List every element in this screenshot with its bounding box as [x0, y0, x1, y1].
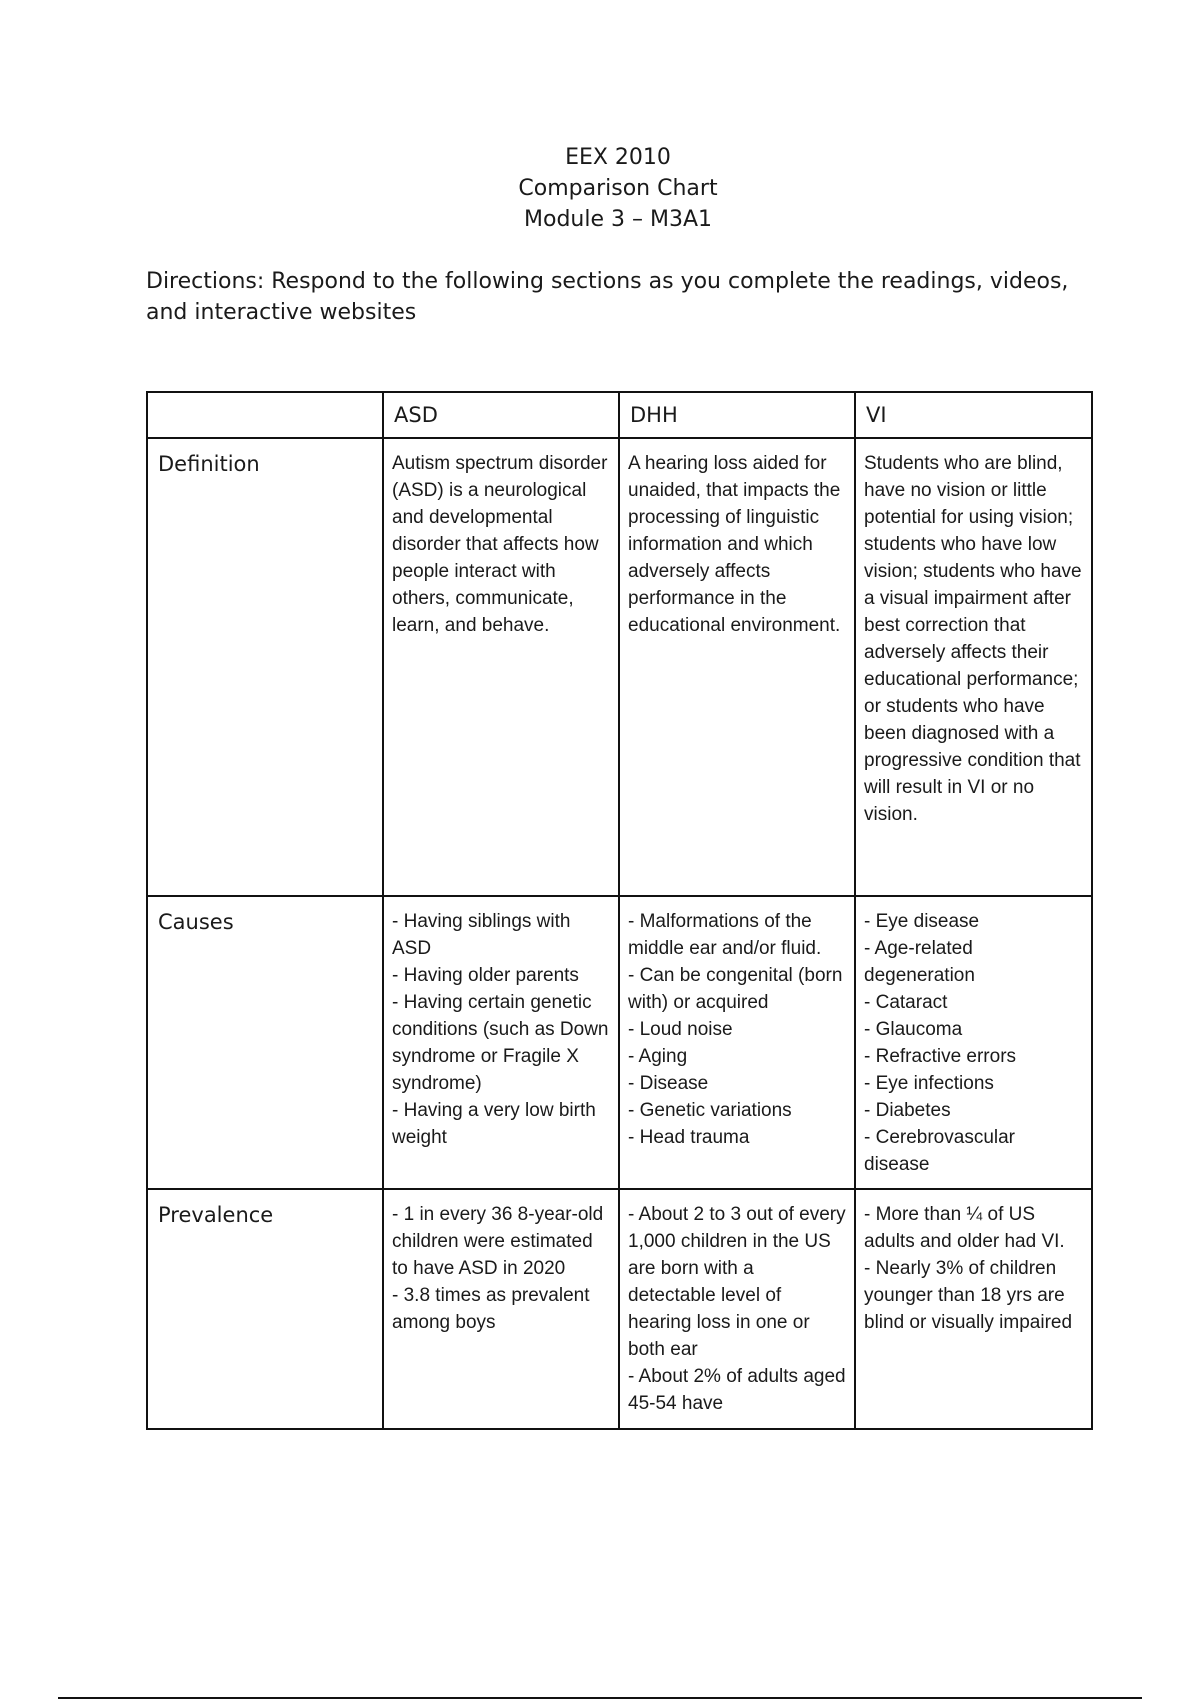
course-code: EEX 2010	[565, 145, 671, 170]
row-header-definition: Definition	[147, 438, 383, 896]
cell-prevalence-asd: - 1 in every 36 8-year-old children were estimated to have ASD in 2020 - 3.8 times as prevalent among boys	[383, 1189, 619, 1429]
cell-causes-dhh: - Malformations of the middle ear and/or fluid. - Can be congenital (born with) or acquired - Loud noise - Aging - Disease - Genetic variations - Head trauma	[619, 896, 855, 1189]
column-header-blank	[147, 392, 383, 438]
cell-prevalence-vi: - More than ¼ of US adults and older had VI. - Nearly 3% of children younger than 18 yrs are blind or visually impaired	[855, 1189, 1092, 1429]
document-header	[0, 142, 1200, 235]
table-row-prevalence	[147, 1189, 1092, 1429]
row-header-causes: Causes	[147, 896, 383, 1189]
cell-definition-asd: Autism spectrum disorder (ASD) is a neurological and developmental disorder that affects how people interact with others, communicate, learn, and behave.	[383, 438, 619, 896]
column-header-asd: ASD	[383, 392, 619, 438]
table-row-definition	[147, 438, 1092, 896]
table-row-causes	[147, 896, 1092, 1189]
table-header-row	[147, 392, 1092, 438]
page-bottom-rule	[58, 1697, 1142, 1699]
column-header-dhh: DHH	[619, 392, 855, 438]
column-header-vi: VI	[855, 392, 1092, 438]
directions-text: Directions: Respond to the following sections as you complete the readings, videos, and interactive websites	[146, 269, 1069, 325]
cell-prevalence-dhh: - About 2 to 3 out of every 1,000 children in the US are born with a detectable level of hearing loss in one or both ear - About 2% of adults aged 45-54 have	[619, 1189, 855, 1429]
cell-causes-asd: - Having siblings with ASD - Having older parents - Having certain genetic conditions (such as Down syndrome or Fragile X syndrome) - Having a very low birth weight	[383, 896, 619, 1189]
document-title: Comparison Chart	[518, 176, 718, 201]
cell-definition-vi: Students who are blind, have no vision or little potential for using vision; students who have low vision; students who have a visual impairment after best correction that adversely affects their educational performance; or students who have been diagnosed with a progressive condition that will result in VI or no vision.	[855, 438, 1092, 896]
row-header-prevalence: Prevalence	[147, 1189, 383, 1429]
module-label: Module 3 – M3A1	[524, 207, 712, 232]
cell-causes-vi: - Eye disease - Age-related degeneration - Cataract - Glaucoma - Refractive errors - Eye infections - Diabetes - Cerebrovascular disease	[855, 896, 1092, 1189]
cell-definition-dhh: A hearing loss aided for unaided, that impacts the processing of linguistic information and which adversely affects performance in the educational environment.	[619, 438, 855, 896]
comparison-table	[146, 391, 1093, 1430]
